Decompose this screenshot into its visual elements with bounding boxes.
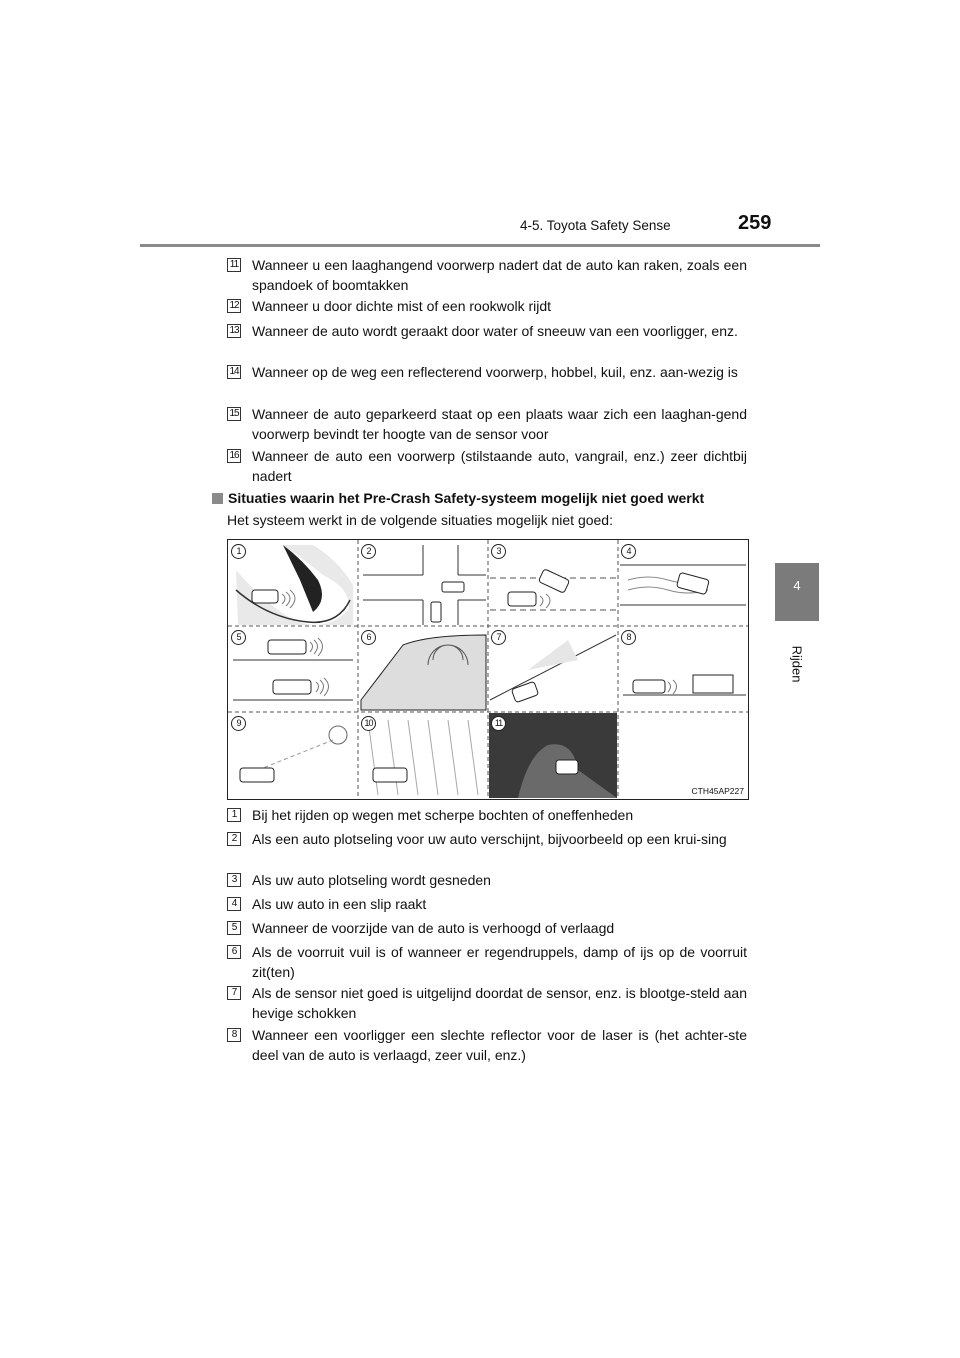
panel-number: 10 (361, 716, 376, 731)
item-text: Wanneer een voorligger een slechte reflector voor de laser is (het achter-ste deel van de auto is verlaagd, zeer vuil, enz.) (252, 1027, 747, 1063)
list-item (227, 983, 747, 1023)
list-item (227, 321, 747, 341)
list-item (227, 255, 747, 295)
list-item (227, 362, 747, 382)
list-item (227, 894, 747, 914)
list-item (227, 296, 747, 316)
panel-number: 11 (491, 716, 506, 731)
illustration-grid (227, 539, 749, 800)
item-number: 8 (227, 1028, 241, 1042)
item-number: 2 (227, 832, 241, 846)
list-item (227, 829, 747, 849)
chapter-label (770, 634, 824, 694)
item-text: Wanneer de voorzijde van de auto is verhoogd of verlaagd (252, 920, 615, 936)
item-text: Als uw auto in een slip raakt (252, 896, 427, 912)
list-item (227, 942, 747, 982)
section-intro: Het systeem werkt in de volgende situaties mogelijk niet goed: (227, 512, 613, 528)
panel-number: 6 (361, 630, 376, 645)
illustration-drawing (228, 540, 748, 799)
panel-number: 7 (491, 630, 506, 645)
item-number: 7 (227, 986, 241, 1000)
item-number: 16 (227, 449, 241, 463)
panel-number: 5 (231, 630, 246, 645)
item-text: Als de sensor niet goed is uitgelijnd doordat de sensor, enz. is blootge-steld aan hevige schokken (252, 985, 747, 1021)
chapter-tab[interactable]: 4 (775, 563, 819, 621)
header-divider (140, 244, 820, 247)
item-number: 14 (227, 365, 241, 379)
section-heading-text: Situaties waarin het Pre-Crash Safety-systeem mogelijk niet goed werkt (228, 490, 705, 506)
item-text: Wanneer de auto wordt geraakt door water of sneeuw van een voorligger, enz. (252, 323, 738, 339)
item-number: 11 (227, 258, 241, 272)
panel-number: 1 (231, 544, 246, 559)
item-number: 5 (227, 921, 241, 935)
list-item (227, 870, 747, 890)
item-number: 6 (227, 945, 241, 959)
list-item (227, 404, 747, 444)
page-number: 259 (738, 212, 772, 234)
item-number: 12 (227, 299, 241, 313)
item-number: 15 (227, 407, 241, 421)
item-text: Wanneer u een laaghangend voorwerp nadert dat de auto kan raken, zoals een spandoek of boomtakken (252, 257, 747, 293)
panel-number: 8 (621, 630, 636, 645)
panel-number: 3 (491, 544, 506, 559)
item-text: Wanneer de auto een voorwerp (stilstaande auto, vangrail, enz.) zeer dichtbij nadert (252, 448, 747, 484)
item-text: Als de voorruit vuil is of wanneer er regendruppels, damp of ijs op de voorruit zit(ten) (252, 944, 747, 980)
chapter-label-text: Rijden (789, 645, 805, 683)
item-number: 3 (227, 873, 241, 887)
panel-number: 2 (361, 544, 376, 559)
header-section-title: 4-5. Toyota Safety Sense (520, 218, 671, 233)
list-item (227, 805, 747, 825)
item-text: Bij het rijden op wegen met scherpe bochten of oneffenheden (252, 807, 634, 823)
item-text: Als uw auto plotseling wordt gesneden (252, 872, 491, 888)
panel-number: 9 (231, 716, 246, 731)
panel-number: 4 (621, 544, 636, 559)
section-heading (212, 490, 704, 506)
list-item (227, 1025, 747, 1065)
item-text: Wanneer op de weg een reflecterend voorwerp, hobbel, kuil, enz. aan-wezig is (252, 364, 738, 380)
item-number: 13 (227, 324, 241, 338)
list-item (227, 446, 747, 486)
item-number: 4 (227, 897, 241, 911)
figure-code: CTH45AP227 (691, 786, 744, 796)
heading-bullet-icon (212, 493, 223, 504)
list-item (227, 918, 747, 938)
item-number: 1 (227, 808, 241, 822)
item-text: Wanneer de auto geparkeerd staat op een plaats waar zich een laaghan-gend voorwerp bevindt ter hoogte van de sensor voor (252, 406, 747, 442)
item-text: Wanneer u door dichte mist of een rookwolk rijdt (252, 298, 552, 314)
item-text: Als een auto plotseling voor uw auto verschijnt, bijvoorbeeld op een krui-sing (252, 831, 727, 847)
